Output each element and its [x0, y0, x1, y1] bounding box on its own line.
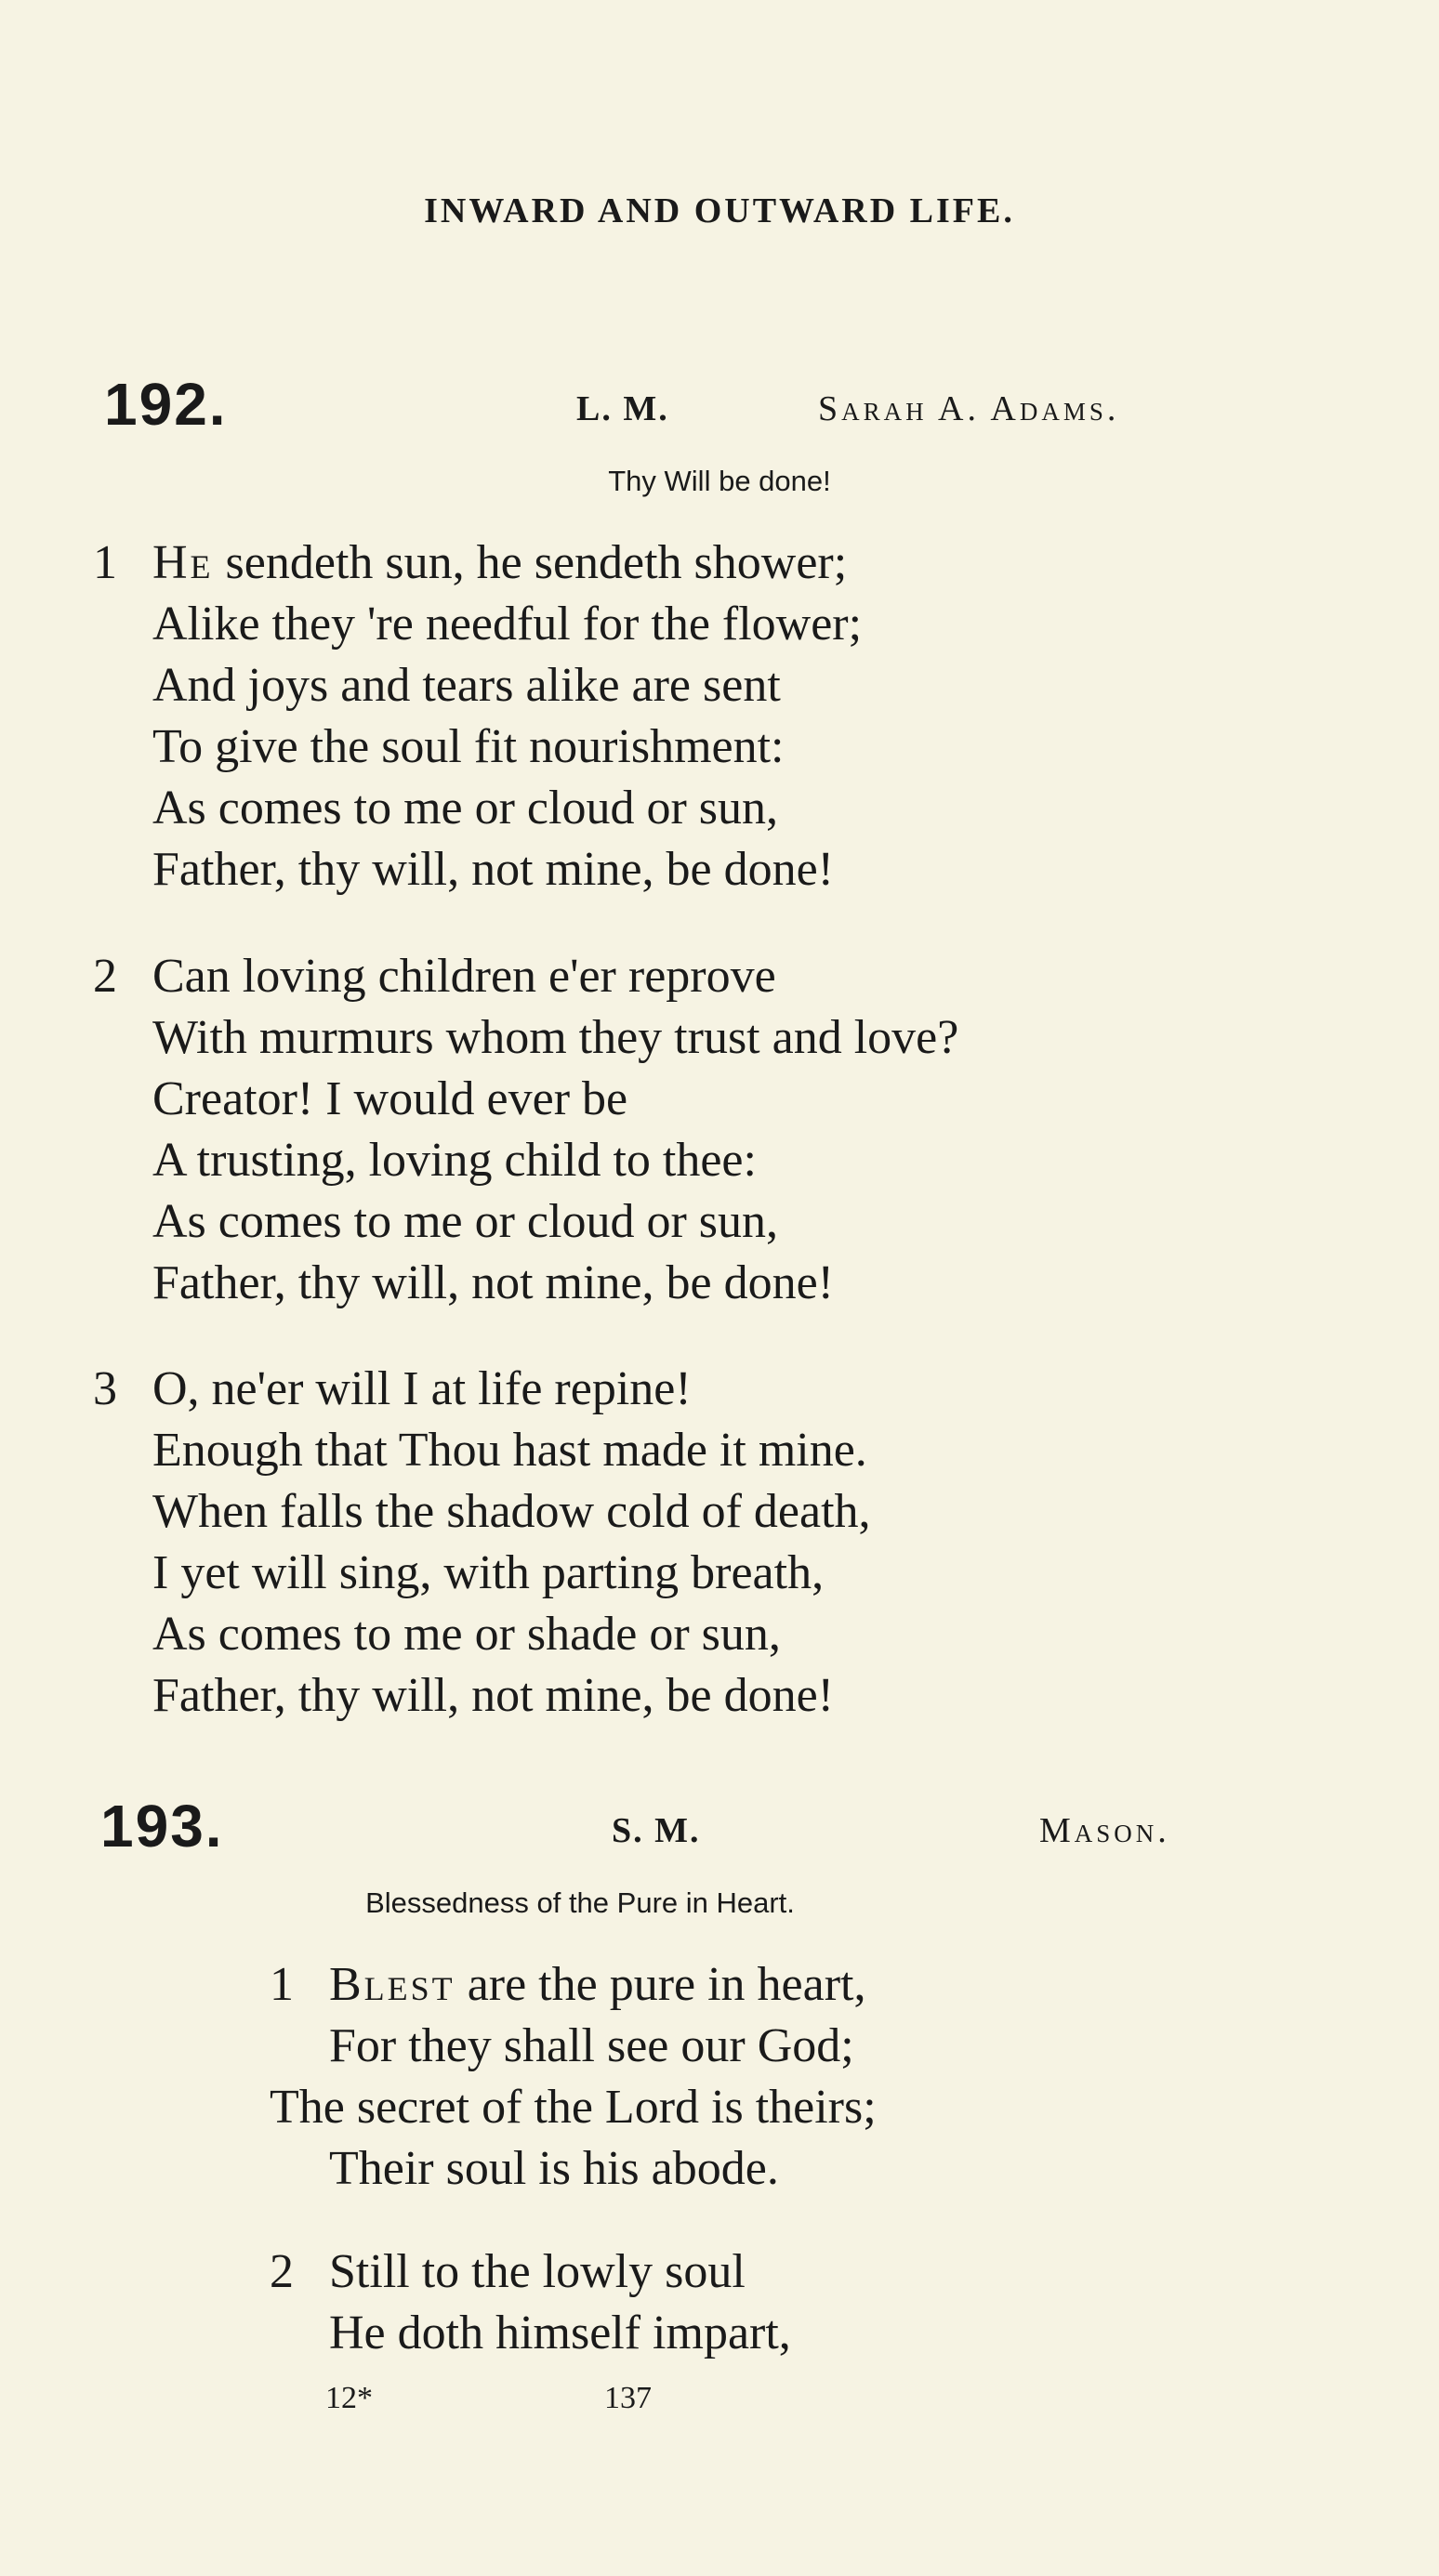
hymn-192-author: Sarah A. Adams. — [818, 389, 1120, 428]
verse-line — [270, 2077, 877, 2138]
verse-line-text: Father, thy will, not mine, be done! — [152, 1669, 835, 1722]
verse-line — [93, 532, 862, 594]
verse-line — [93, 946, 958, 1007]
verse-first-word: He — [152, 536, 214, 589]
verse-number: 1 — [93, 536, 117, 589]
running-head: INWARD AND OUTWARD LIFE. — [424, 191, 1015, 230]
verse-line-text: To give the soul fit nourishment: — [152, 720, 785, 773]
verse-line — [93, 1420, 871, 1481]
verse-first-word: Blest — [329, 1958, 455, 2011]
verse-number: 2 — [93, 950, 117, 1003]
verse-line — [93, 1130, 958, 1191]
hymn-193-title: Blessedness of the Pure in Heart. — [365, 1886, 795, 1919]
verse-line-text: The secret of the Lord is theirs; — [270, 2081, 877, 2134]
verse-line — [93, 1665, 871, 1727]
verse-line-text: When falls the shadow cold of death, — [152, 1485, 871, 1538]
verse-line-text: I yet will sing, with parting breath, — [152, 1546, 825, 1599]
hymn-192-verse-1 — [93, 532, 862, 900]
verse-line — [93, 655, 862, 716]
verse-line — [93, 839, 862, 900]
verse-line-text: Father, thy will, not mine, be done! — [152, 1256, 835, 1309]
verse-line-text: Father, thy will, not mine, be done! — [152, 843, 835, 896]
verse-line — [93, 1191, 958, 1253]
verse-line-text: As comes to me or cloud or sun, — [152, 782, 779, 835]
verse-line-text: Alike they 're needful for the flower; — [152, 598, 863, 651]
verse-line-text: And joys and tears alike are sent — [152, 659, 781, 712]
signature-mark: 12* — [325, 2381, 373, 2415]
verse-line — [93, 1253, 958, 1314]
verse-line-text: As comes to me or cloud or sun, — [152, 1195, 779, 1248]
hymn-193-number: 193. — [100, 1793, 224, 1860]
verse-line-text: Enough that Thou hast made it mine. — [152, 1424, 867, 1477]
verse-number: 3 — [93, 1362, 117, 1415]
verse-line — [93, 1069, 958, 1130]
page-number: 137 — [604, 2381, 652, 2415]
verse-line — [93, 1543, 871, 1604]
verse-line-text: Their soul is his abode. — [329, 2142, 779, 2195]
verse-line-text: Still to the lowly soul — [329, 2245, 746, 2298]
verse-line — [270, 2138, 877, 2200]
verse-line-text: For they shall see our God; — [329, 2019, 854, 2072]
verse-number: 2 — [270, 2245, 294, 2298]
verse-line — [270, 2241, 791, 2303]
verse-line — [93, 1604, 871, 1665]
hymn-193-verse-1 — [270, 1954, 877, 2200]
hymn-192-verse-2 — [93, 946, 958, 1314]
hymn-193-meter: S. M. — [612, 1811, 701, 1850]
verse-line — [93, 1359, 871, 1420]
hymn-193-verse-2 — [270, 2241, 791, 2364]
hymn-192-verse-3 — [93, 1359, 871, 1727]
hymn-192-meter: L. M. — [576, 389, 669, 428]
verse-line-text: As comes to me or shade or sun, — [152, 1608, 781, 1661]
hymn-192-number: 192. — [104, 371, 228, 438]
verse-first-line-rest: sendeth sun, he sendeth shower; — [213, 536, 848, 589]
verse-line — [93, 1481, 871, 1543]
verse-line — [93, 716, 862, 778]
verse-number: 1 — [270, 1958, 294, 2011]
verse-line-text: With murmurs whom they trust and love? — [152, 1011, 959, 1064]
verse-line — [93, 778, 862, 839]
hymn-192-title: Thy Will be done! — [608, 465, 831, 497]
verse-line — [270, 1954, 877, 2016]
verse-line — [93, 1007, 958, 1069]
verse-line-text: Creator! I would ever be — [152, 1072, 628, 1125]
verse-line — [93, 594, 862, 655]
verse-line-text: Can loving children e'er reprove — [152, 950, 776, 1003]
verse-line-text: A trusting, loving child to thee: — [152, 1134, 757, 1187]
verse-line — [270, 2303, 791, 2364]
hymn-193-author: Mason. — [1039, 1811, 1170, 1850]
verse-first-line-rest: are the pure in heart, — [455, 1958, 866, 2011]
verse-line-text: He doth himself impart, — [329, 2307, 791, 2359]
verse-line — [270, 2016, 877, 2077]
verse-line-text: O, ne'er will I at life repine! — [152, 1362, 692, 1415]
